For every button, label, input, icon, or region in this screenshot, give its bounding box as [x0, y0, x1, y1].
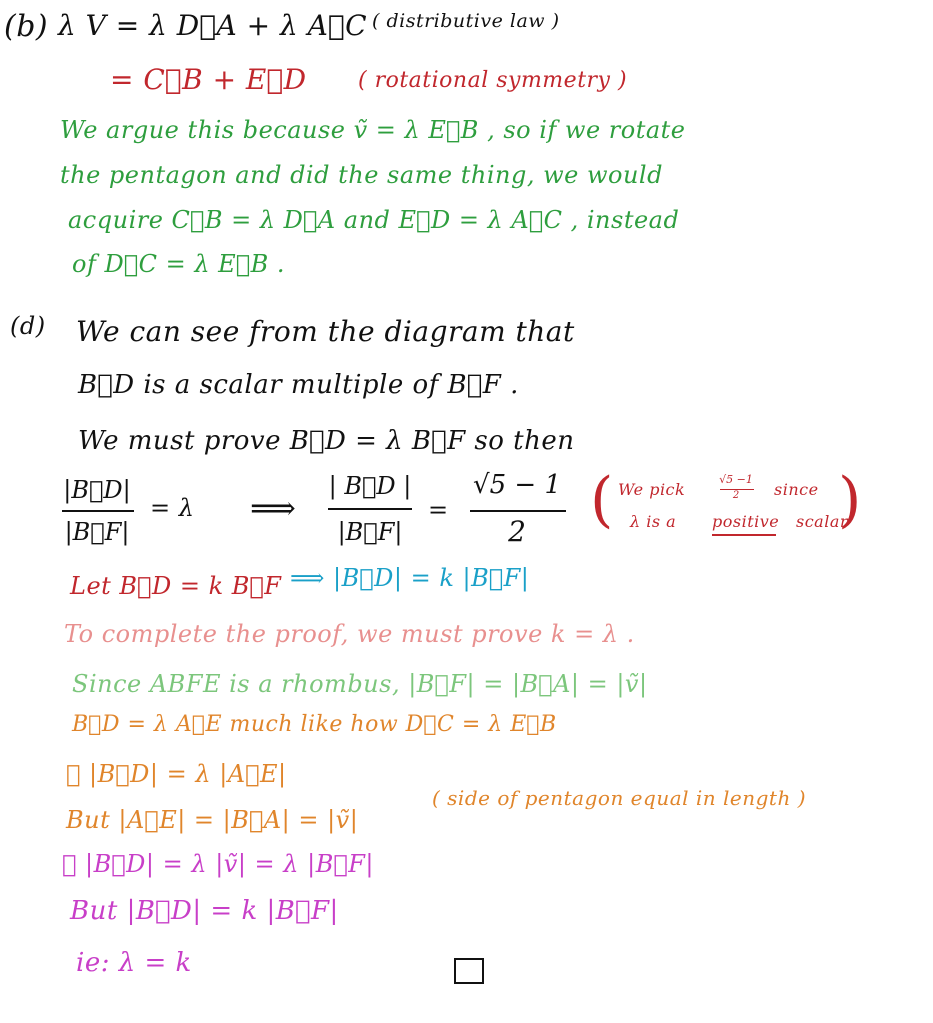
part-b-argument-line-4: of D⃗C = λ E⃗B . — [72, 250, 285, 278]
part-d-intro-line-1: We can see from the diagram that — [76, 315, 575, 348]
note-fraction-denominator: 2 — [732, 490, 740, 501]
note-right-paren: ) — [838, 465, 862, 535]
fraction-2-numerator: | B⃗D | — [328, 472, 412, 500]
implies-arrow-1: ⟹ — [250, 489, 297, 527]
note-lambda-is-a: λ is a — [630, 512, 677, 531]
part-d-label: (d) — [10, 312, 46, 340]
qed-square — [454, 958, 484, 984]
fraction-3-bar — [470, 510, 566, 512]
fraction-3-denominator: 2 — [508, 515, 526, 548]
part-b-argument-line-2: the pentagon and did the same thing, we would — [60, 161, 663, 189]
but-line-2: But |B⃗D| = k |B⃗F| — [70, 896, 339, 926]
note-scalar: scalar — [796, 512, 849, 531]
note-positive-underline — [712, 534, 776, 536]
note-since: since — [774, 480, 819, 499]
rhombus-line: Since ABFE is a rhombus, |B⃗F| = |B⃗A| = |ṽ| — [72, 670, 648, 698]
therefore-line-2: ∴ |B⃗D| = λ |ṽ| = λ |B⃗F| — [62, 850, 374, 878]
fraction-2-bar — [328, 508, 412, 510]
fraction-1-numerator: |B⃗D| — [63, 476, 131, 504]
fraction-3-numerator: √5 − 1 — [473, 470, 561, 500]
but-line-1: But |A⃗E| = |B⃗A| = |ṽ| — [66, 806, 359, 834]
note-positive: positive — [712, 512, 780, 531]
complete-proof-line: To complete the proof, we must prove k = λ . — [64, 620, 635, 648]
note-left-paren: ( — [590, 465, 614, 535]
part-b-equation-1: λ V = λ D⃗A + λ A⃗C — [58, 9, 368, 42]
fraction-1-denominator: |B⃗F| — [64, 518, 130, 546]
let-implies: ⟹ |B⃗D| = k |B⃗F| — [290, 564, 530, 592]
fraction-1-bar — [62, 510, 134, 512]
therefore-line-1: ∴ |B⃗D| = λ |A⃗E| — [66, 760, 287, 788]
part-d-intro-line-3: We must prove B⃗D = λ B⃗F so then — [78, 426, 575, 456]
note-fraction-numerator: √5 −1 — [719, 473, 753, 486]
let-line: Let B⃗D = k B⃗F — [70, 572, 282, 600]
equals-lambda: = λ — [150, 494, 195, 522]
part-b-label: (b) — [4, 9, 49, 44]
part-d-intro-line-2: B⃗D is a scalar multiple of B⃗F . — [78, 370, 519, 400]
ie-line: ie: λ = k — [76, 948, 192, 978]
bd-equation-line: B⃗D = λ A⃗E much like how D⃗C = λ E⃗B — [72, 712, 557, 737]
fraction-2-denominator: |B⃗F| — [337, 518, 403, 546]
part-b-equation-2: = C⃗B + E⃗D — [110, 63, 307, 96]
equals-sign: = — [428, 496, 449, 524]
part-b-argument-line-3: acquire C⃗B = λ D⃗A and E⃗D = λ A⃗C , instead — [68, 206, 680, 234]
part-b-note-distributive: ( distributive law ) — [372, 10, 560, 32]
note-we-pick: We pick — [618, 480, 686, 499]
side-of-pentagon-note: ( side of pentagon equal in length ) — [432, 786, 807, 810]
part-b-note-rotational: ( rotational symmetry ) — [358, 68, 628, 93]
part-b-argument-line-1: We argue this because ṽ = λ E⃗B , so if we rotate — [60, 116, 686, 144]
